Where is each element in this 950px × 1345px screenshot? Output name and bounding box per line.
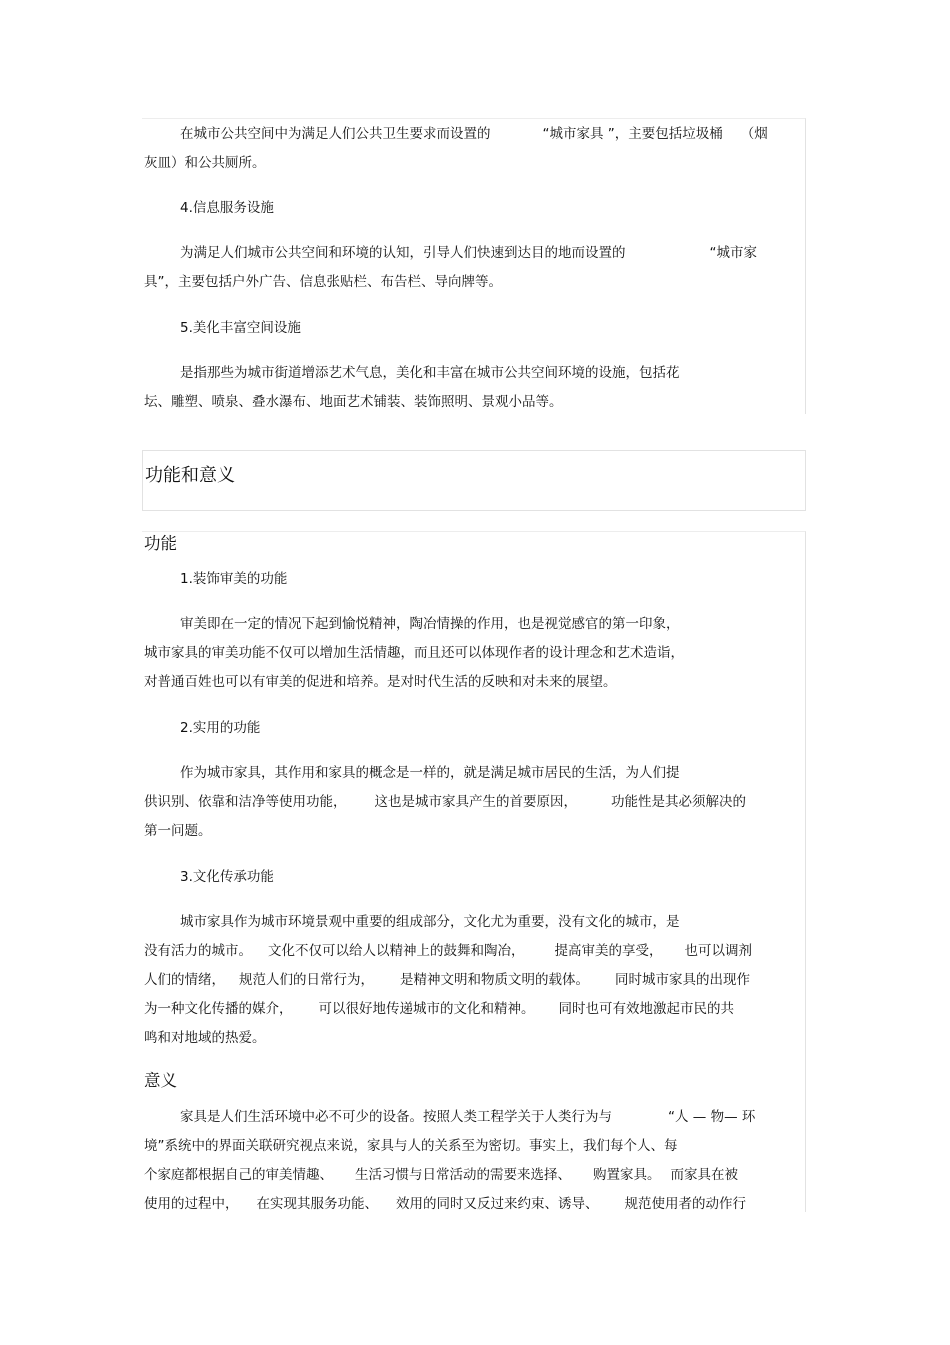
text-run: 使用的过程中，	[144, 1196, 239, 1212]
paragraph-info	[144, 244, 803, 262]
text-line: 作为城市家具，其作用和家具的概念是一样的，就是满足城市居民的生活，为人们提	[180, 765, 680, 781]
text-line: 审美即在一定的情况下起到愉悦精神，陶冶情操的作用，也是视觉感官的第一印象，	[180, 616, 680, 632]
heading-beautify: 5.美化丰富空间设施	[180, 320, 301, 336]
text-run: 这也是城市家具产生的首要原因，	[374, 794, 577, 810]
text-run: 同时城市家具的出现作	[615, 972, 750, 988]
text-run: 提高审美的享受，	[554, 943, 663, 959]
text-run: 在实现其服务功能、	[256, 1196, 378, 1212]
text-run: 为满足人们城市公共空间和环境的认知，引导人们快速到达目的地而设置的	[180, 245, 626, 261]
heading-culture: 3.文化传承功能	[180, 869, 274, 885]
paragraph-meaning-line4	[144, 1195, 803, 1213]
text-run: 人们的情绪，	[144, 972, 225, 988]
text-run: 供识别、依靠和洁净等使用功能，	[144, 794, 347, 810]
text-line: 城市家具的审美功能不仅可以增加生活情趣，而且还可以体现作者的设计理念和艺术造诣，	[144, 645, 684, 661]
paragraph-sanitation	[144, 125, 803, 143]
text-run: 家具是人们生活环境中必不可少的设备。按照人类工程学关于人类行为与	[180, 1109, 612, 1125]
text-run: 个家庭都根据自己的审美情趣、	[144, 1167, 333, 1183]
text-line: 灰皿）和公共厕所。	[144, 155, 266, 171]
text-run: 生活习惯与日常活动的需要来选择、	[355, 1167, 571, 1183]
text-run: 而家具在被	[670, 1167, 738, 1183]
function-title: 功能	[144, 534, 177, 553]
text-run: 效用的同时又反过来约束、诱导、	[396, 1196, 599, 1212]
text-run: “城市家具 ”，主要包括垃圾桶	[542, 126, 723, 142]
heading-aesthetic: 1.装饰审美的功能	[180, 571, 288, 587]
text-line: 城市家具作为城市环境景观中重要的组成部分，文化尤为重要，没有文化的城市，是	[180, 914, 680, 930]
heading-practical: 2.实用的功能	[180, 720, 261, 736]
text-run: 文化不仅可以给人以精神上的鼓舞和陶冶，	[268, 943, 525, 959]
text-run: （烟	[740, 126, 768, 142]
paragraph-culture-line4	[144, 1000, 803, 1018]
paragraph-practical-line2	[144, 793, 803, 811]
paragraph-culture-line3	[144, 971, 803, 989]
paragraph-culture-line2	[144, 942, 803, 960]
text-run: 没有活力的城市。	[144, 943, 252, 959]
text-line: 具”，主要包括户外广告、信息张贴栏、布告栏、导向牌等。	[144, 274, 502, 290]
text-line: 是指那些为城市街道增添艺术气息，美化和丰富在城市公共空间环境的设施，包括花	[180, 365, 680, 381]
content-block-facilities	[142, 118, 806, 414]
paragraph-meaning-line1	[144, 1108, 803, 1126]
text-run: 为一种文化传播的媒介，	[144, 1001, 293, 1017]
text-line: 坛、雕塑、喷泉、叠水瀑布、地面艺术铺装、装饰照明、景观小品等。	[144, 394, 563, 410]
content-block-function-meaning	[142, 531, 806, 1212]
text-run: 同时也可有效地激起市民的共	[558, 1001, 734, 1017]
text-run: 购置家具。	[593, 1167, 661, 1183]
text-run: 在城市公共空间中为满足人们公共卫生要求而设置的	[180, 126, 491, 142]
heading-info-service: 4.信息服务设施	[180, 200, 274, 216]
text-run: “城市家	[709, 245, 757, 261]
text-line: 鸣和对地域的热爱。	[144, 1030, 266, 1046]
paragraph-meaning-line3	[144, 1166, 803, 1184]
text-run: “人 — 物— 环	[668, 1109, 756, 1125]
text-line: 第一问题。	[144, 823, 212, 839]
text-line: 境”系统中的界面关联研究视点来说，家具与人的关系至为密切。事实上，我们每个人、每	[144, 1138, 678, 1154]
text-run: 规范人们的日常行为，	[239, 972, 374, 988]
text-run: 可以很好地传递城市的文化和精神。	[318, 1001, 535, 1017]
meaning-title: 意义	[144, 1071, 177, 1090]
text-run: 也可以调剂	[684, 943, 752, 959]
section-header-box	[142, 450, 806, 511]
section-title: 功能和意义	[145, 465, 235, 486]
text-run: 是精神文明和物质文明的载体。	[400, 972, 589, 988]
text-run: 功能性是其必须解决的	[611, 794, 746, 810]
text-run: 规范使用者的动作行	[624, 1196, 746, 1212]
text-line: 对普通百姓也可以有审美的促进和培养。是对时代生活的反映和对未来的展望。	[144, 674, 617, 690]
